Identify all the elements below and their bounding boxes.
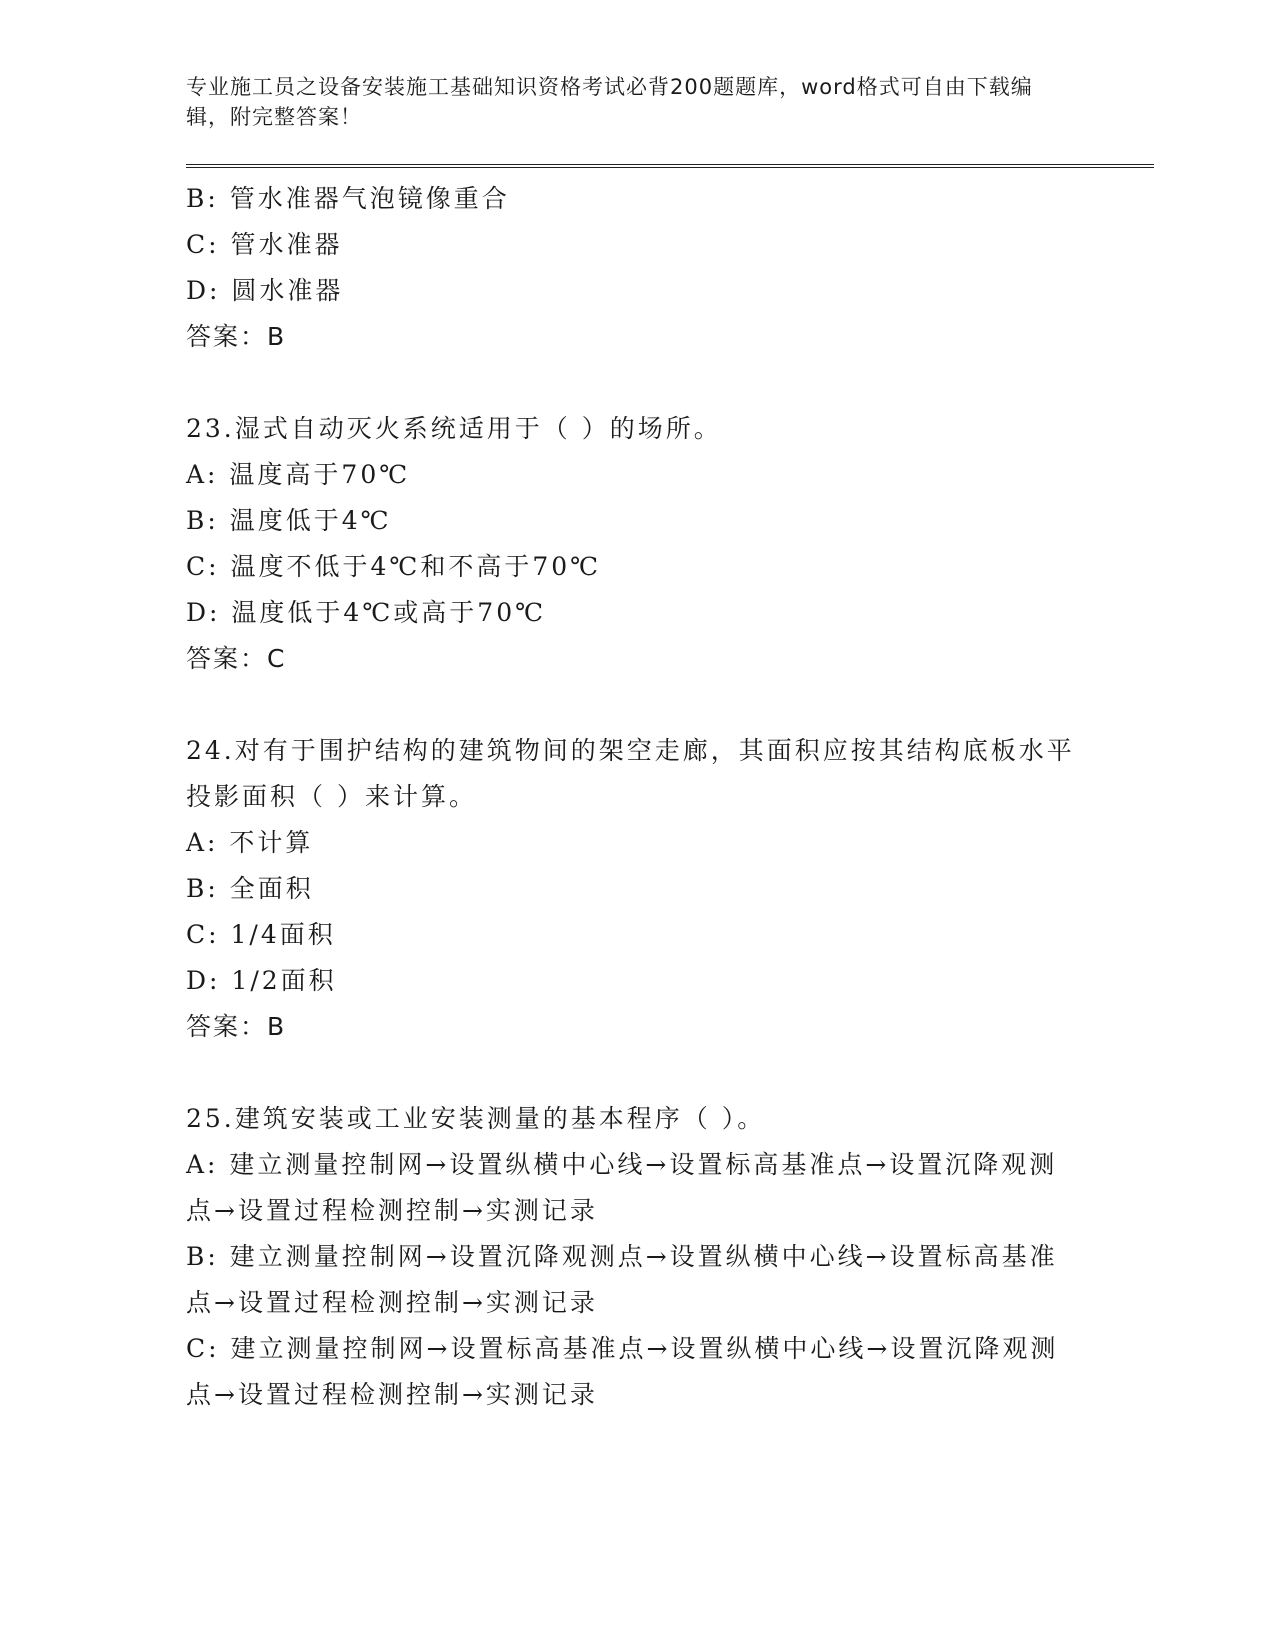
- option-b: B: 温度低于4℃: [186, 506, 392, 535]
- answer-line: 答案：B: [186, 322, 287, 351]
- option-b: B: 建立测量控制网→设置沉降观测点→设置纵横中心线→设置标高基准点→设置过程检测控制→实测记录: [186, 1242, 1058, 1317]
- question-stem-23: 23.湿式自动灭火系统适用于（ ）的场所。: [186, 414, 722, 443]
- answer-line: 答案：B: [186, 1012, 287, 1041]
- header-divider: [186, 164, 1154, 168]
- question-stem-24: 24.对有于围护结构的建筑物间的架空走廊，其面积应按其结构底板水平投影面积（ ）来计算。: [186, 736, 1075, 811]
- question-stem-25: 25.建筑安装或工业安装测量的基本程序（ ）。: [186, 1104, 766, 1133]
- option-c: C: 1/4面积: [186, 920, 336, 949]
- option-a: A: 不计算: [186, 828, 314, 857]
- option-a: A: 温度高于70℃: [186, 460, 411, 489]
- option-d: D: 温度低于4℃或高于70℃: [186, 598, 547, 627]
- question-list: [186, 176, 1156, 1418]
- option-a: A: 建立测量控制网→设置纵横中心线→设置标高基准点→设置沉降观测点→设置过程检测控制→实测记录: [186, 1150, 1058, 1225]
- option-c: C: 管水准器: [186, 230, 343, 259]
- option-b: B: 全面积: [186, 874, 314, 903]
- answer-line: 答案：C: [186, 644, 287, 673]
- option-c: C: 建立测量控制网→设置标高基准点→设置纵横中心线→设置沉降观测点→设置过程检测控制→实测记录: [186, 1334, 1059, 1409]
- document-page: [186, 72, 1156, 1418]
- option-c: C: 温度不低于4℃和不高于70℃: [186, 552, 602, 581]
- option-d: D: 圆水准器: [186, 276, 344, 305]
- option-b: B: 管水准器气泡镜像重合: [186, 184, 510, 213]
- document-header: 专业施工员之设备安装施工基础知识资格考试必背200题题库，word格式可自由下载编辑，附完整答案！: [186, 75, 1033, 129]
- option-d: D: 1/2面积: [186, 966, 337, 995]
